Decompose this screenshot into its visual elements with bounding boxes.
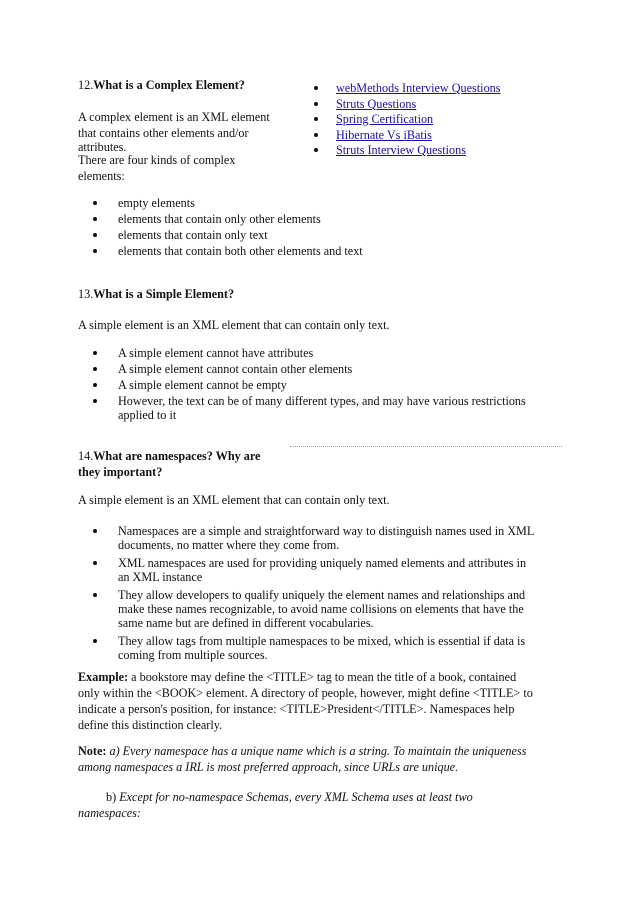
bullet-icon [93,529,97,533]
related-link-item [310,97,501,111]
bullet-icon [93,201,97,205]
link-hibernate-vs-ibatis[interactable]: Hibernate Vs iBatis [336,127,432,142]
q13-heading [78,287,234,301]
link-webmethods-questions[interactable]: webMethods Interview Questions [336,81,501,95]
list-item: Namespaces are a simple and straightforward way to distinguish names used in XML documents, no matter where they come from. [78,524,534,552]
list-item: A simple element cannot contain other elements [78,362,526,376]
q13-list [78,346,526,424]
q12-number: 12. [78,78,94,92]
list-item: elements that contain only other elements [78,212,363,226]
note-label: Note: [78,744,107,758]
list-item: elements that contain only text [78,228,363,242]
list-item: empty elements [78,196,363,210]
q12-desc-line: attributes. [78,140,127,154]
list-item: They allow developers to qualify uniquely the element names and relationships and make these names recognizable, to avoid name collisions on elements that have the same name but are defined in different vocabularies. [78,588,534,630]
list-item: However, the text can be of many different types, and may have various restrictions applied to it [78,394,526,422]
list-item: A simple element cannot have attributes [78,346,526,360]
list-item: elements that contain both other elements and text [78,244,363,258]
example-line: define this distinction clearly. [78,718,223,732]
link-struts-questions[interactable]: Struts Questions [336,96,417,111]
note-line: among namespaces a IRL is most preferred approach, since URLs are unique. [78,760,459,774]
q14-title-line2: they important? [78,465,163,479]
list-item: A simple element cannot be empty [78,378,526,392]
related-link-item [310,143,501,157]
example-label: Example: [78,670,129,684]
related-links-list [310,81,501,159]
q14-heading [78,449,260,463]
example-line: indicate a person's position, for instance: <TITLE>President</TITLE>. Namespaces help [78,702,515,716]
q14-intro: A simple element is an XML element that can contain only text. [78,493,390,507]
q12-desc-line: elements: [78,169,125,183]
list-item: XML namespaces are used for providing uniquely named elements and attributes in an XML instance [78,556,534,584]
bullet-icon [314,133,318,137]
q12-title: What is a Complex Element? [93,78,245,92]
q12-list [78,196,363,260]
bullet-icon [314,117,318,121]
link-spring-certification[interactable]: Spring Certification [336,112,434,126]
q14-number: 14. [78,449,94,463]
bullet-icon [93,561,97,565]
related-link-item [310,128,501,142]
bullet-icon [93,217,97,221]
link-struts-interview-questions[interactable]: Struts Interview Questions [336,143,466,157]
related-link-item [310,81,501,95]
q12-heading [78,78,245,92]
related-link-item [310,112,501,126]
q12-desc-line: There are four kinds of complex [78,153,236,167]
bullet-icon [93,351,97,355]
note-b-line: namespaces: [78,806,141,820]
q14-title-line1: What are namespaces? Why are [93,449,261,463]
q12-desc-line: A complex element is an XML element [78,110,270,124]
q12-desc-line: that contains other elements and/or [78,126,249,140]
bullet-icon [93,383,97,387]
q14-list [78,524,534,664]
note-b-line: b) Except for no-namespace Schemas, every XML Schema uses at least two [106,790,473,804]
bullet-icon [314,148,318,152]
bullet-icon [93,639,97,643]
note-line: Note: a) Every namespace has a unique name which is a string. To maintain the uniqueness [78,744,527,758]
bullet-icon [93,593,97,597]
q13-number: 13. [78,287,94,301]
divider [290,446,562,447]
bullet-icon [314,102,318,106]
q13-intro: A simple element is an XML element that can contain only text. [78,318,390,332]
example-line: Example: a bookstore may define the <TITLE> tag to mean the title of a book, contained [78,670,517,684]
bullet-icon [93,367,97,371]
bullet-icon [93,233,97,237]
example-line: only within the <BOOK> element. A directory of people, however, might define <TITLE> to [78,686,533,700]
list-item: They allow tags from multiple namespaces to be mixed, which is essential if data is coming from multiple sources. [78,634,534,662]
bullet-icon [314,86,318,90]
bullet-icon [93,399,97,403]
q13-title: What is a Simple Element? [93,287,235,301]
bullet-icon [93,249,97,253]
